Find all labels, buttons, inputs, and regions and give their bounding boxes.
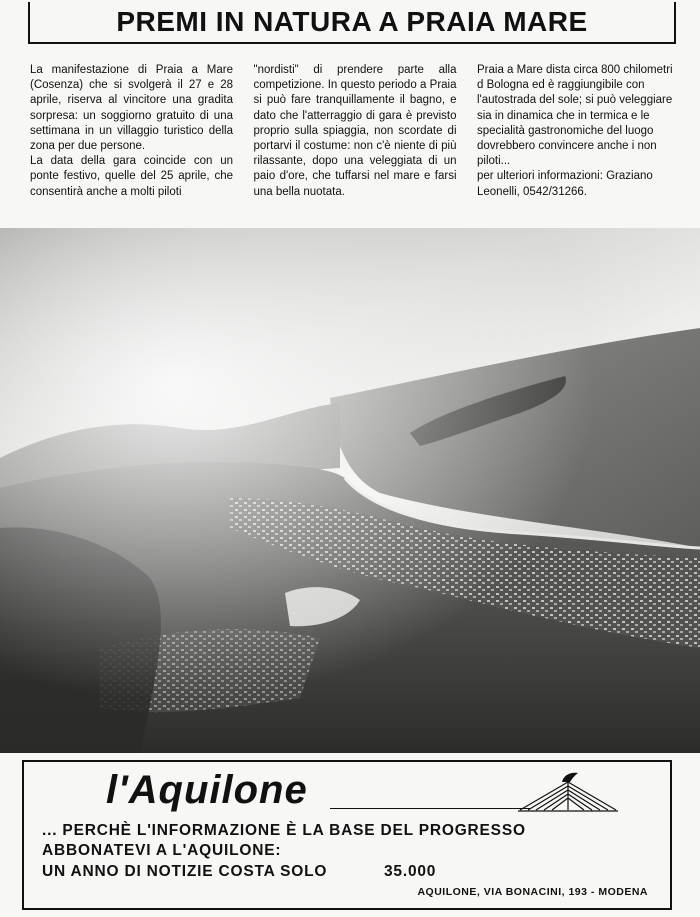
advert-call-to-action: ABBONATEVI A L'AQUILONE: — [42, 842, 282, 859]
headline-box — [28, 2, 676, 44]
article-columns — [30, 63, 680, 223]
article-column-3 — [477, 63, 680, 223]
advert-price: 35.000 — [384, 863, 437, 880]
column-1-paragraph-1: La manifestazione di Praia a Mare (Cosenza) che si svolgerà il 27 e 28 aprile, riserva al vincitore una gradita sorpresa: un soggiorno gratuito di una settimana in un villaggio turistico della zona per due persone. — [30, 64, 233, 153]
aerial-coast-photo — [0, 228, 700, 753]
column-1-paragraph-2: La data della gara coincide con un ponte festivo, quelle del 25 aprile, che consentirà anche a molti piloti — [30, 155, 233, 198]
column-3-paragraph-2: per ulteriori informazioni: Graziano Leonelli, 0542/31266. — [477, 170, 653, 198]
aerial-photo-illustration — [0, 228, 700, 753]
brand-rule — [330, 808, 530, 809]
advert-offer: UN ANNO DI NOTIZIE COSTA SOLO — [42, 863, 328, 880]
advert-address: AQUILONE, VIA BONACINI, 193 - MODENA — [417, 886, 648, 898]
article-column-1 — [30, 63, 233, 223]
article-column-2 — [254, 63, 457, 223]
headline: PREMI IN NATURA A PRAIA MARE — [116, 6, 588, 37]
column-2-paragraph-1: "nordisti" di prendere parte alla competizione. In questo periodo a Praia si può fare tranquillamente il bagno, e dato che l'atterraggio di gara è previsto proprio sulla spiaggia, non scordate di portarvi il costume: non c'è niente di più rilassante, dopo una veleggiata di un paio d'ore, che tuffarsi nel mare e farsi una bella nuotata. — [253, 64, 457, 198]
brand-logo: l'Aquilone — [106, 768, 308, 812]
column-3-paragraph-1: Praia a Mare dista circa 800 chilometri d Bologna ed è raggiungibile con l'autostrada del sole; si può veleggiare sia in dinamica che in termica e le specialità gastronomiche del luogo dovrebbero convincere anche i non piloti... — [477, 64, 673, 168]
eagle-logo-icon — [518, 770, 618, 816]
subscription-advert — [22, 760, 672, 910]
advert-slogan: ... PERCHÈ L'INFORMAZIONE È LA BASE DEL PROGRESSO — [42, 822, 526, 839]
